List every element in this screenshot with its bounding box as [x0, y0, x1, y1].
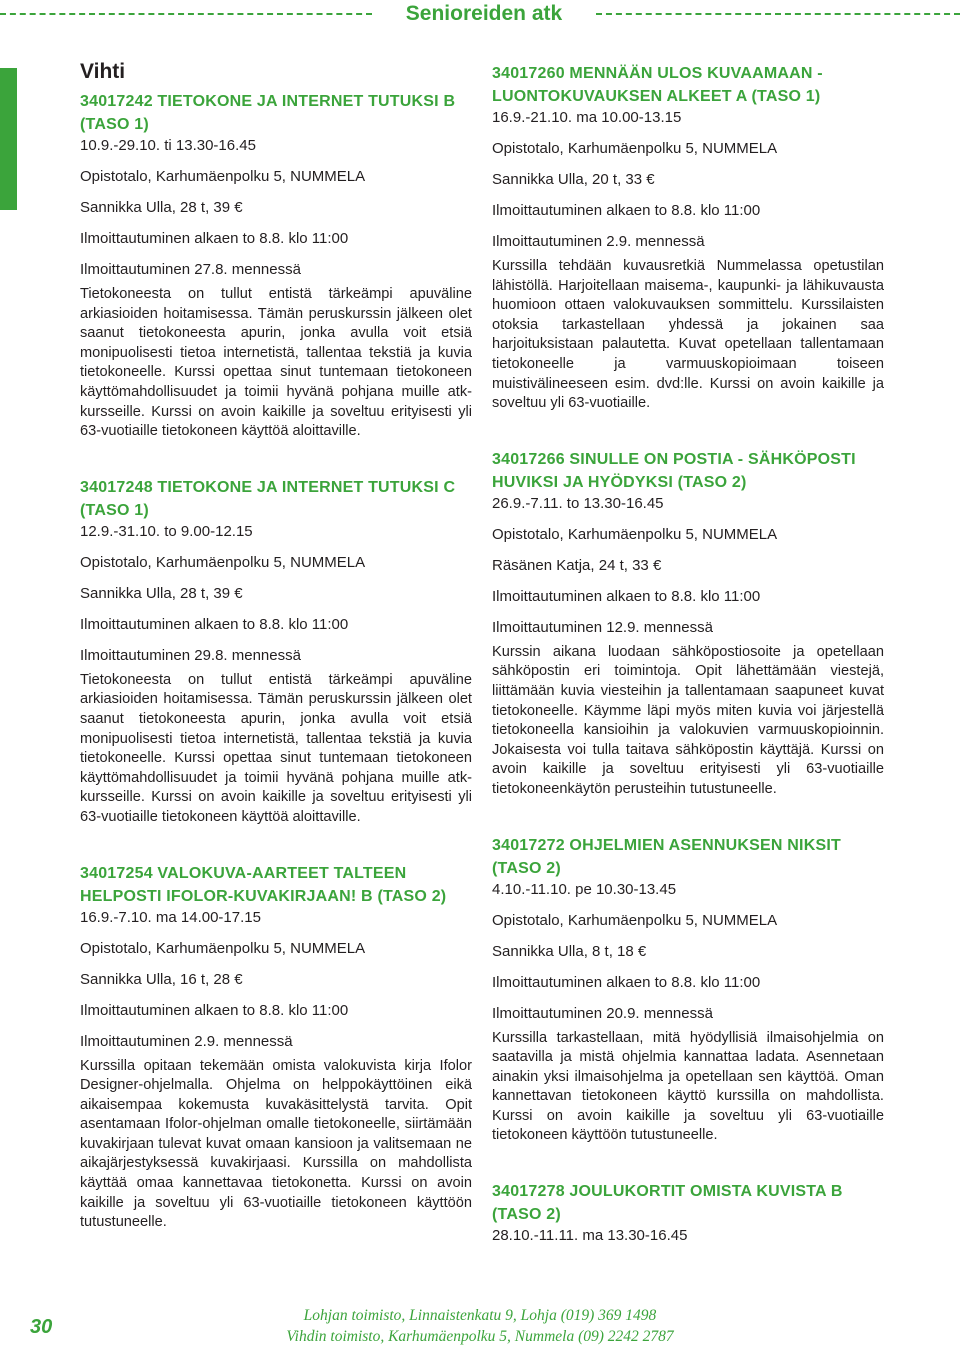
- course-date: 4.10.-11.10. pe 10.30-13.45: [492, 880, 677, 898]
- course-description: Tietokoneesta on tullut entistä tärkeämpi apuväline arkiasioiden hoitamisessa. Tämän peruskurssin jälkeen olet saanut tietokoneesta apurin, jonka avulla voit etsiä monipuolisesti tietoa internetistä, tallentaa tekstiä ja kuvia tietokoneelle. Kurssi opettaa sinut tuntemaan tietokoneen käyttömahdollisuudet ja toimii hyvänä pohjana muille atk-kursseille. Kurssi on avoin kaikille ja soveltuu erityisesti yli 63-vuotiaille tietokoneen käyttöä aloittaville.: [80, 286, 472, 440]
- course-entry: [492, 834, 884, 1147]
- registration-start: Ilmoittautuminen alkaen to 8.8. klo 11:00: [492, 202, 761, 219]
- course-location: Opistotalo, Karhumäenpolku 5, NUMMELA: [80, 939, 366, 957]
- course-teacher: Sannikka Ulla, 16 t, 28 €: [80, 970, 243, 988]
- section-title: Senioreiden atk: [405, 2, 563, 25]
- course-title: 34017248 TIETOKONE JA INTERNET TUTUKSI C (TASO 1): [80, 478, 456, 519]
- left-column: [80, 58, 472, 1267]
- header-rule-left: [0, 13, 372, 15]
- registration-start: Ilmoittautuminen alkaen to 8.8. klo 11:00: [492, 587, 761, 605]
- course-entry: [492, 1180, 884, 1245]
- course-location: Opistotalo, Karhumäenpolku 5, NUMMELA: [492, 911, 778, 929]
- course-teacher: Sannikka Ulla, 20 t, 33 €: [492, 171, 655, 188]
- course-title: 34017260 MENNÄÄN ULOS KUVAAMAAN - LUONTOKUVAUKSEN ALKEET A (TASO 1): [492, 65, 823, 105]
- registration-start: Ilmoittautuminen alkaen to 8.8. klo 11:00: [80, 1001, 349, 1019]
- footer-office-lohja: Lohjan toimisto, Linnaistenkatu 9, Lohja (019) 369 1498: [303, 1307, 657, 1324]
- place-heading: Vihti: [80, 60, 126, 83]
- course-entry: [492, 62, 884, 414]
- course-location: Opistotalo, Karhumäenpolku 5, NUMMELA: [80, 553, 366, 571]
- course-title: 34017272 OHJELMIEN ASENNUKSEN NIKSIT (TASO 2): [492, 836, 841, 877]
- registration-deadline: Ilmoittautuminen 2.9. mennessä: [492, 233, 705, 250]
- registration-deadline: Ilmoittautuminen 20.9. mennessä: [492, 1004, 713, 1022]
- page-number: 30: [30, 1316, 53, 1338]
- registration-deadline: Ilmoittautuminen 12.9. mennessä: [492, 618, 713, 636]
- course-title: 34017266 SINULLE ON POSTIA - SÄHKÖPOSTI HUVIKSI JA HYÖDYKSI (TASO 2): [492, 450, 856, 491]
- course-description: Kurssilla tarkastellaan, mitä hyödyllisiä ilmaisohjelmia on saatavilla ja mistä ohjelmia kannattaa ladata. Asennetaan ainakin yksi ilmaisohjelma ja opetellaan sen käyttöä. Oman kannettavan tietokoneen käyttö kurssilla on mahdollista. Kurssi on avoin kaikille ja soveltuu yli 63-vuotiaille tietokoneen käyttöön tutustuneelle.: [492, 1029, 884, 1144]
- course-teacher: Sannikka Ulla, 28 t, 39 €: [80, 584, 243, 602]
- registration-start: Ilmoittautuminen alkaen to 8.8. klo 11:00: [80, 615, 349, 633]
- course-entry: [80, 476, 472, 828]
- course-title: 34017242 TIETOKONE JA INTERNET TUTUKSI B (TASO 1): [80, 93, 456, 133]
- course-date: 16.9.-21.10. ma 10.00-13.15: [492, 109, 682, 126]
- course-date: 28.10.-11.11. ma 13.30-16.45: [492, 1227, 688, 1245]
- course-location: Opistotalo, Karhumäenpolku 5, NUMMELA: [80, 168, 366, 185]
- course-date: 10.9.-29.10. ti 13.30-16.45: [80, 137, 256, 154]
- course-date: 12.9.-31.10. to 9.00-12.15: [80, 522, 253, 540]
- registration-deadline: Ilmoittautuminen 29.8. mennessä: [80, 646, 301, 664]
- registration-deadline: Ilmoittautuminen 27.8. mennessä: [80, 261, 301, 278]
- registration-start: Ilmoittautuminen alkaen to 8.8. klo 11:00: [80, 230, 349, 247]
- course-title: 34017278 JOULUKORTIT OMISTA KUVISTA B (TASO 2): [492, 1183, 843, 1224]
- course-description: Kurssilla opitaan tekemään omista valokuvista kirja Ifolor Designer-ohjelmalla. Ohjelma on helppokäyttöinen eikä aikaisempaa kokemusta kuvakäsittelystä tarvita. Opit asentamaan Ifolor-ohjelman omalle tietokoneelle, siirtämään kuvakirjaan tulevat kuvat omaan kansioon ja valitsemaan ne aikajärjestyksessä kuvakirjaasi. Kurssilla on mahdollista käyttää omaa kannettavaa tietokonetta. Kurssi on avoin kaikille ja soveltuu yli 63-vuotiaille tietokoneen käyttöön tutustuneelle.: [80, 1057, 472, 1231]
- right-column: [492, 62, 884, 1279]
- course-location: Opistotalo, Karhumäenpolku 5, NUMMELA: [492, 140, 778, 157]
- course-title: 34017254 VALOKUVA-AARTEET TALTEEN HELPOSTI IFOLOR-KUVAKIRJAAN! B (TASO 2): [80, 864, 447, 905]
- section-tab-marker: [0, 68, 17, 210]
- course-description: Tietokoneesta on tullut entistä tärkeämpi apuväline arkiasioiden hoitamisessa. Tämän peruskurssin jälkeen olet saanut tietokoneesta apurin, jonka avulla voit etsiä monipuolisesti tietoa internetistä, tallentaa tekstiä ja kuvia tietokoneelle. Kurssi opettaa sinut tuntemaan tietokoneen käyttömahdollisuudet ja toimii hyvänä pohjana muille atk-kursseille. Kurssi on avoin kaikille ja soveltuu erityisesti yli 63-vuotiaille tietokoneen käyttöä aloittaville.: [80, 671, 472, 825]
- course-description: Kurssilla tehdään kuvausretkiä Nummelassa opetustilan lähistöllä. Harjoitellaan maisema-, kaupunki- ja lähikuvausta huomioon ottaen valokuvauksen sommittelu. Kurssilaisten otoksia tarkastellaan yhdessä ja jokainen saa harjoituksistaan palautetta. Kuvat opetellaan tallentamaan tietokoneelle ja varmuuskopioimaan toiseen muistivälineeseen esim. dvd:lle. Kurssi on avoin kaikille ja soveltuu yli 63-vuotiaille.: [492, 258, 884, 412]
- course-description: Kurssin aikana luodaan sähköpostiosoite ja opetellaan sähköpostin eri toimintoja. Opit lähettämään viestejä, liittämään kuvia viesteihin ja tallentamaan saapuneet kuvat tietokoneelle. Käymme läpi myös miten kuvia voi järjestellä tietokoneella kansioihin ja valokuvien varmuuskopioinnin. Jokaisesta voi tulla taitava sähköpostin käyttäjä. Kurssi on avoin kaikille ja soveltuu erityisesti yli 63-vuotiaille tietokoneenkäytön perusteihin tutustuneelle.: [492, 643, 884, 797]
- course-teacher: Sannikka Ulla, 28 t, 39 €: [80, 199, 243, 216]
- course-entry: [492, 448, 884, 800]
- course-date: 16.9.-7.10. ma 14.00-17.15: [80, 908, 261, 926]
- course-teacher: Räsänen Katja, 24 t, 33 €: [492, 556, 662, 574]
- registration-start: Ilmoittautuminen alkaen to 8.8. klo 11:00: [492, 973, 761, 991]
- course-entry: [80, 862, 472, 1233]
- course-location: Opistotalo, Karhumäenpolku 5, NUMMELA: [492, 525, 778, 543]
- header-rule-right: [596, 13, 960, 15]
- course-date: 26.9.-7.11. to 13.30-16.45: [492, 494, 664, 512]
- course-entry: [80, 90, 472, 442]
- footer-office-vihti: Vihdin toimisto, Karhumäenpolku 5, Nummela (09) 2242 2787: [286, 1328, 674, 1345]
- registration-deadline: Ilmoittautuminen 2.9. mennessä: [80, 1032, 293, 1050]
- course-teacher: Sannikka Ulla, 8 t, 18 €: [492, 942, 647, 960]
